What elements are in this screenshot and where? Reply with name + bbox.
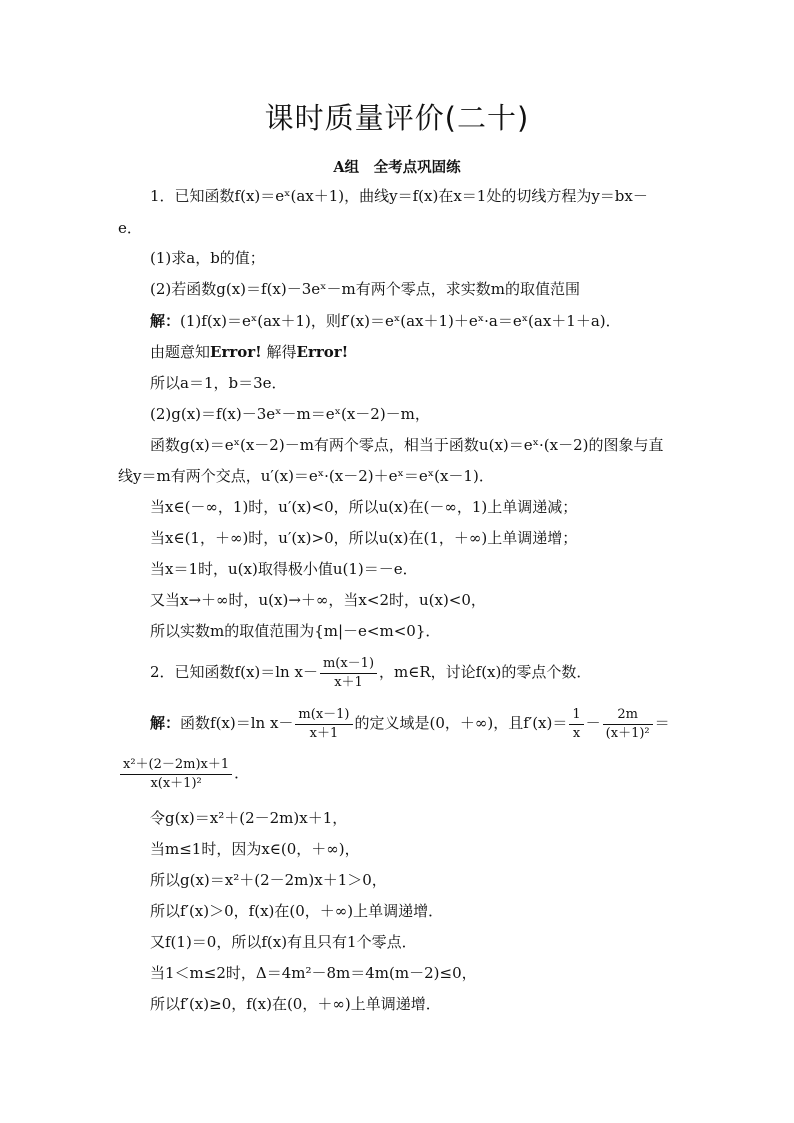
fraction bbox=[120, 757, 232, 792]
solution-text: 函数f(x)＝ln x－ bbox=[180, 714, 294, 732]
problem2-solution-line9: 所以f′(x)≥0，f(x)在(0，＋∞)上单调递增． bbox=[150, 995, 441, 1013]
fraction-denominator: x＋1 bbox=[334, 674, 363, 690]
problem2-solution-line2 bbox=[118, 753, 249, 793]
problem2-solution-line1 bbox=[150, 703, 670, 743]
solution-text: 的定义域是(0，＋∞)，且f′(x)＝ bbox=[354, 714, 568, 732]
problem1-part2: (2)若函数g(x)＝f(x)－3eˣ－m有两个零点，求实数m的取值范围 bbox=[150, 280, 580, 298]
error-placeholder: Error! bbox=[296, 343, 349, 361]
solution-text: 由题意知 bbox=[150, 343, 211, 361]
problem1-solution-line9: 当x＝1时，u(x)取得极小值u(1)＝－e． bbox=[150, 560, 418, 578]
problem1-stem-line1: 1．已知函数f(x)＝eˣ(ax＋1)，曲线y＝f(x)在x＝1处的切线方程为y＝bx－ bbox=[150, 187, 648, 205]
fraction-denominator: x bbox=[572, 725, 581, 741]
solution-text: － bbox=[585, 714, 601, 732]
fraction-numerator: x²＋(2－2m)x＋1 bbox=[120, 757, 232, 775]
fraction-numerator: m(x－1) bbox=[295, 707, 352, 725]
problem1-solution-line5: 函数g(x)＝eˣ(x－2)－m有两个零点，相当于函数u(x)＝eˣ·(x－2)的图象与直 bbox=[150, 436, 664, 454]
solution-text: ＝ bbox=[654, 714, 670, 732]
problem1-solution-line1 bbox=[150, 311, 621, 331]
problem1-solution-line2 bbox=[150, 342, 348, 362]
stem-text: 2．已知函数f(x)＝ln x－ bbox=[150, 663, 318, 681]
problem1-solution-line6: 线y＝m有两个交点，u′(x)＝eˣ·(x－2)＋eˣ＝eˣ(x－1)． bbox=[118, 467, 494, 485]
problem1-solution-line7: 当x∈(－∞，1)时，u′(x)<0，所以u(x)在(－∞，1)上单调递减； bbox=[150, 498, 578, 516]
page-title: 课时质量评价(二十) bbox=[264, 101, 530, 135]
solution-text: ． bbox=[234, 764, 250, 782]
fraction-denominator: x(x＋1)² bbox=[150, 775, 202, 791]
fraction-denominator: x＋1 bbox=[309, 725, 339, 741]
problem1-stem-line2: e． bbox=[118, 219, 142, 237]
problem2-solution-line5: 所以g(x)＝x²＋(2－2m)x＋1＞0， bbox=[150, 871, 387, 889]
solution-text: (1)f(x)＝eˣ(ax＋1)，则f′(x)＝eˣ(ax＋1)＋eˣ·a＝eˣ(ax＋1＋a)． bbox=[180, 312, 621, 330]
fraction bbox=[603, 707, 653, 742]
solution-label: 解： bbox=[150, 312, 181, 330]
problem1-solution-line4: (2)g(x)＝f(x)－3eˣ－m＝eˣ(x－2)－m， bbox=[150, 405, 430, 423]
problem1-part1: (1)求a，b的值； bbox=[150, 249, 265, 267]
problem2-solution-line4: 当m≤1时，因为x∈(0，＋∞)， bbox=[150, 840, 360, 858]
problem1-solution-line10: 又当x→＋∞时，u(x)→＋∞，当x<2时，u(x)<0， bbox=[150, 591, 486, 609]
error-placeholder: Error! bbox=[210, 343, 262, 361]
section-heading: A组 全考点巩固练 bbox=[333, 159, 461, 176]
problem1-solution-line8: 当x∈(1，＋∞)时，u′(x)>0，所以u(x)在(1，＋∞)上单调递增； bbox=[150, 529, 578, 547]
fraction-numerator: m(x－1) bbox=[320, 656, 377, 674]
solution-text: 解得 bbox=[261, 343, 297, 361]
problem2-solution-line6: 所以f′(x)＞0，f(x)在(0，＋∞)上单调递增． bbox=[150, 902, 444, 920]
fraction bbox=[569, 707, 583, 742]
problem2-stem bbox=[150, 652, 591, 692]
solution-label: 解： bbox=[150, 714, 181, 732]
stem-text: ，m∈R，讨论f(x)的零点个数． bbox=[379, 663, 592, 681]
problem2-solution-line7: 又f(1)＝0，所以f(x)有且只有1个零点． bbox=[150, 933, 417, 951]
fraction-numerator: 1 bbox=[569, 707, 583, 725]
fraction-denominator: (x＋1)² bbox=[605, 725, 650, 741]
fraction-numerator: 2m bbox=[603, 707, 653, 725]
problem1-solution-line3: 所以a＝1，b＝3e． bbox=[150, 374, 287, 392]
problem2-solution-line8: 当1＜m≤2时，Δ＝4m²－8m＝4m(m－2)≤0， bbox=[150, 964, 477, 982]
fraction bbox=[295, 707, 352, 742]
fraction bbox=[320, 656, 377, 691]
problem1-solution-line11: 所以实数m的取值范围为{m|－e<m<0}． bbox=[150, 622, 441, 640]
problem2-solution-line3: 令g(x)＝x²＋(2－2m)x＋1， bbox=[150, 809, 348, 827]
